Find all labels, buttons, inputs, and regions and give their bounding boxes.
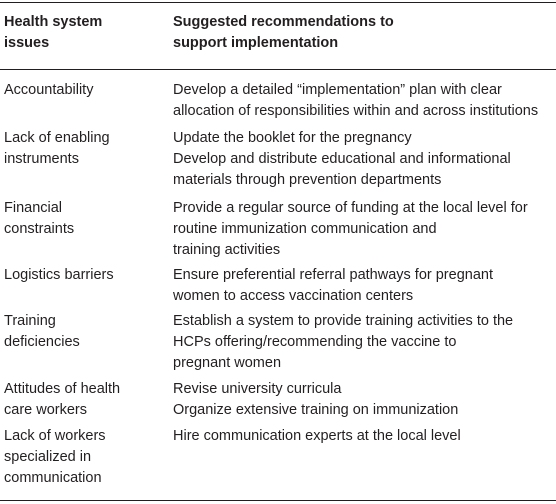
recommendation-cell: Provide a regular source of funding at the local level for routine immunization communication and training activities — [173, 200, 528, 258]
issue-cell: Lack of enabling instruments — [4, 130, 110, 167]
issue-cell: Financial constraints — [4, 200, 75, 237]
issue-cell: Lack of workers specialized in communication — [4, 428, 106, 486]
header-issues: Health system issues — [4, 14, 103, 51]
table-top-rule — [0, 2, 556, 3]
header-recommendations: Suggested recommendations to support implementation — [173, 14, 394, 51]
issue-cell: Training deficiencies — [4, 313, 80, 350]
recommendation-cell: Hire communication experts at the local level — [173, 428, 461, 444]
issue-cell: Logistics barriers — [4, 267, 114, 283]
recommendation-cell: Ensure preferential referral pathways for pregnant women to access vaccination centers — [173, 267, 493, 304]
issue-cell: Attitudes of health care workers — [4, 381, 121, 418]
recommendation-cell: Update the booklet for the pregnancy Develop and distribute educational and informational materials through prevention departments — [173, 130, 511, 188]
header-rule — [0, 69, 556, 70]
issue-cell: Accountability — [4, 82, 94, 98]
table-bottom-rule — [0, 500, 556, 501]
recommendation-cell: Establish a system to provide training activities to the HCPs offering/recommending the vaccine to pregnant women — [173, 313, 514, 371]
recommendation-cell: Develop a detailed “implementation” plan with clear allocation of responsibilities within and across institutions — [173, 82, 539, 119]
recommendation-cell: Revise university curricula Organize extensive training on immunization — [173, 381, 459, 418]
